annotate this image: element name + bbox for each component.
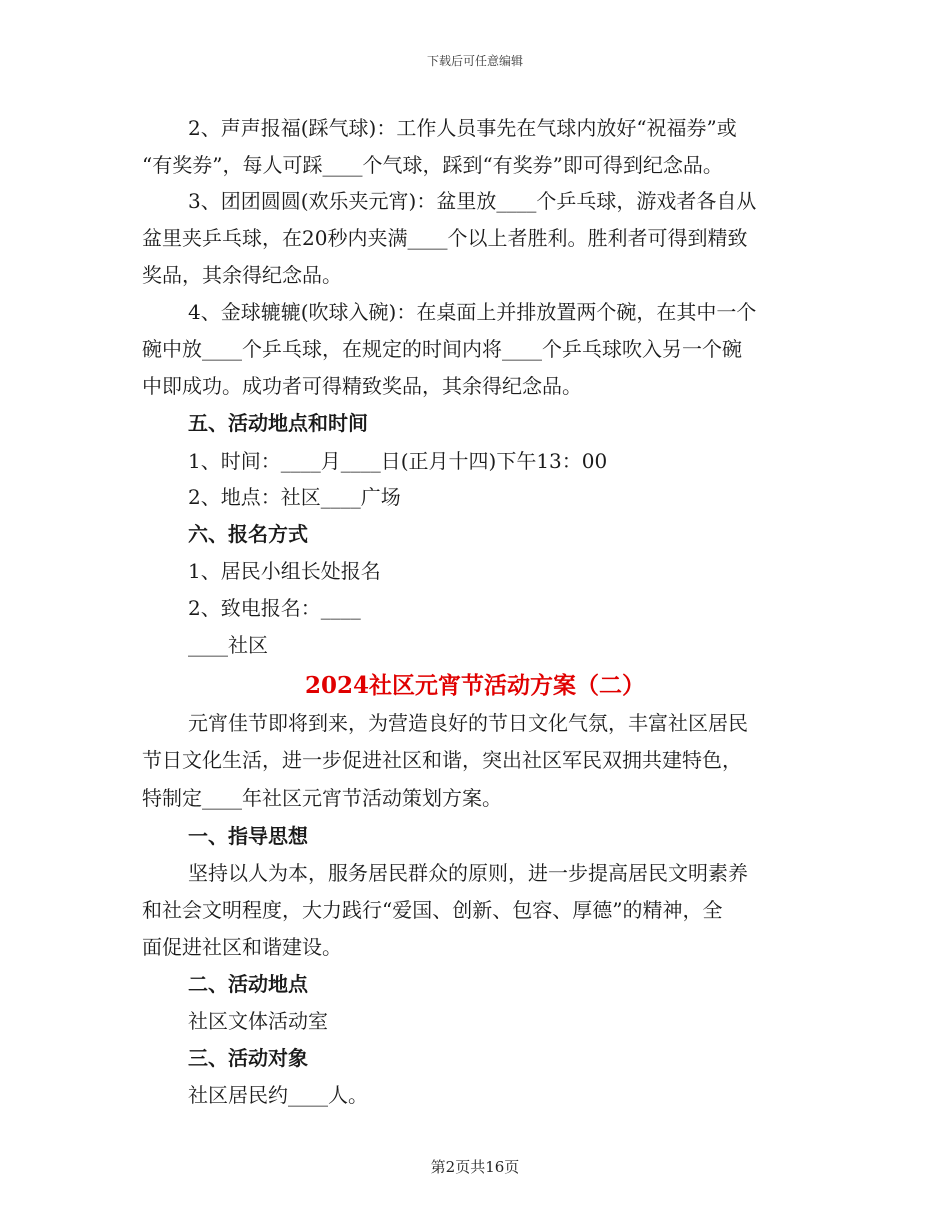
body-line: “有奖券”，每人可踩____个气球，踩到“有奖券”即可得到纪念品。 [142, 153, 723, 177]
section-heading: 二、活动地点 [188, 972, 308, 996]
body-line: 1、时间：____月____日(正月十四)下午13：00 [188, 449, 608, 473]
body-line: 节日文化生活，进一步促进社区和谐，突出社区军民双拥共建特色， [142, 748, 742, 772]
document-title: 2024社区元宵节活动方案（二） [304, 672, 645, 699]
body-line: 碗中放____个乒乓球，在规定的时间内将____个乒乓球吹入另一个碗 [142, 337, 742, 361]
body-line: 社区居民约____人。 [188, 1083, 368, 1107]
body-line: 社区文体活动室 [188, 1009, 328, 1033]
body-line: 面促进社区和谐建设。 [142, 935, 342, 959]
body-line: 1、居民小组长处报名 [188, 559, 381, 583]
body-line: 和社会文明程度，大力践行“爱国、创新、包容、厚德”的精神，全 [142, 898, 723, 922]
body-line: 奖品，其余得纪念品。 [142, 263, 342, 287]
body-line: 2、声声报福(踩气球)：工作人员事先在气球内放好“祝福券”或 [188, 116, 737, 140]
body-line: 3、团团圆圆(欢乐夹元宵)：盆里放____个乒乓球，游戏者各自从 [188, 189, 757, 213]
body-line: 元宵佳节即将到来，为营造良好的节日文化气氛，丰富社区居民 [188, 711, 748, 735]
section-heading: 三、活动对象 [188, 1046, 308, 1070]
body-line: 4、金球辘辘(吹球入碗)：在桌面上并排放置两个碗，在其中一个 [188, 300, 757, 324]
page-footer: 第2页共16页 [430, 1158, 520, 1176]
body-line: 盆里夹乒乓球，在20秒内夹满____个以上者胜利。胜利者可得到精致 [142, 226, 748, 250]
body-line: 2、地点：社区____广场 [188, 485, 401, 509]
body-line: 特制定____年社区元宵节活动策划方案。 [142, 786, 502, 810]
body-line: 坚持以人为本，服务居民群众的原则，进一步提高居民文明素养 [188, 861, 748, 885]
body-line: 2、致电报名：____ [188, 596, 361, 620]
page-header: 下载后可任意编辑 [426, 54, 523, 68]
section-heading: 五、活动地点和时间 [188, 411, 368, 435]
body-line: ____社区 [188, 633, 268, 657]
section-heading: 六、报名方式 [188, 522, 308, 546]
section-heading: 一、指导思想 [188, 824, 308, 848]
body-line: 中即成功。成功者可得精致奖品，其余得纪念品。 [142, 374, 582, 398]
